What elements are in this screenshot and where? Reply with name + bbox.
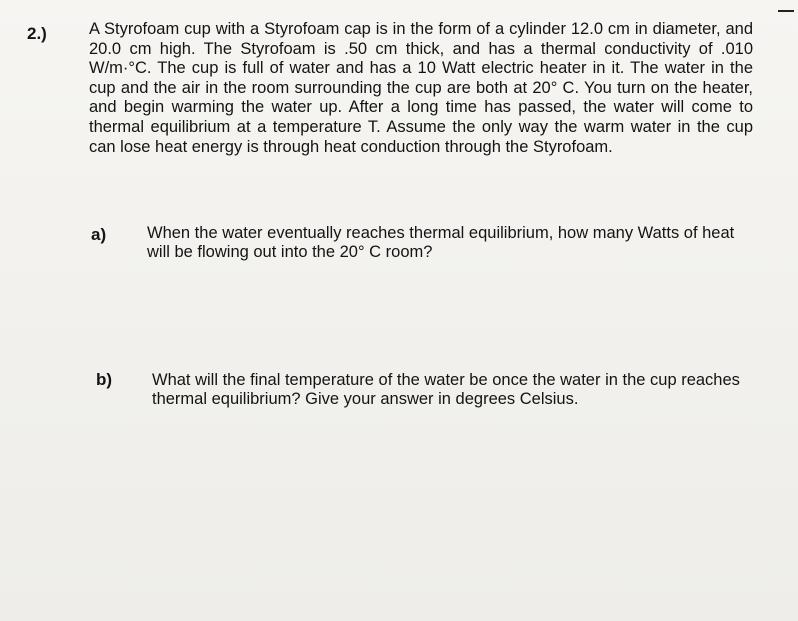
- corner-mark: [778, 10, 794, 12]
- question-number: 2.): [27, 24, 47, 43]
- question-body: A Styrofoam cup with a Styrofoam cap is in the form of a cylinder 12.0 cm in diameter, and 20.0 cm high. The Styrofoam is .50 cm thick, and has a thermal conductivity of .010 W/m·°C. The cup is full of water and has a 10 Watt electric heater in it. The water in the cup and the air in the room surrounding the cup are both at 20° C. You turn on the heater, and begin warming the water up. After a long time has passed, the water will come to thermal equilibrium at a temperature T. Assume the only way the warm water in the cup can lose heat energy is through heat conduction through the Styrofoam.: [89, 20, 753, 156]
- part-a-text: When the water eventually reaches thermal equilibrium, how many Watts of heat will be flowing out into the 20° C room?: [147, 224, 735, 261]
- part-b-label: b): [96, 370, 113, 389]
- part-b-text: What will the final temperature of the water be once the water in the cup reaches thermal equilibrium? Give your answer in degrees Celsius.: [152, 371, 740, 408]
- part-a-label: a): [91, 225, 107, 244]
